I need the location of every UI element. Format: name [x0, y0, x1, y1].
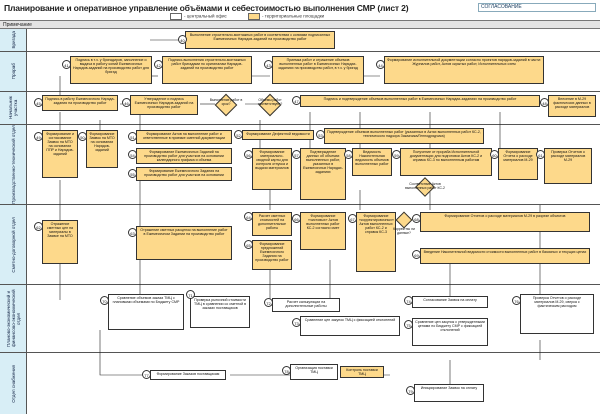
process-box: Выполнение строительно-монтажных работ в соответствии с копиями подписанных Ежемесячных Нарядов-заданий на производство работ — [185, 31, 335, 49]
process-box: Сравнение цен закупок с утвержденными ценами по Бюджету СМР с фиксацией отклонений — [412, 318, 488, 346]
step-number: 50 — [78, 132, 87, 141]
step-number: 60 — [490, 150, 499, 159]
process-box: Формирование «чистовых» Актов выполненных работ КС-2 согласно смет — [300, 212, 346, 250]
step-number: 53 — [316, 130, 325, 139]
process-box: Формирование «корректировочных» Актов выполненных работ КС-2 и справок КС-3 — [356, 212, 396, 272]
connector — [100, 330, 150, 375]
process-box: Формирование Отчета о расходе материалов М-29 — [498, 148, 538, 180]
process-box: Формирование Ежемесячного Задания на производство работ для участков на основании — [136, 167, 232, 181]
process-box: Формирование исполнительной документации согласно проектов нарядов-заданий в части: Журналов работ, Актов скрытых работ, Исполнительных схем — [384, 56, 544, 84]
decision-label: Выполнение работ в срок? — [209, 98, 243, 106]
step-number: 52 — [234, 130, 243, 139]
lane-estimates: Сметно-договорной отдел — [0, 205, 600, 285]
process-box: Инициирование Заявок на оплату — [414, 384, 484, 402]
process-box: Формирование и согласование Заявок на МТО на основании ППР и Нарядов-заданий — [42, 130, 78, 178]
step-number: 57 — [292, 150, 301, 159]
process-box: Подтверждение данных об объемах выполненных работ, указанных в Ежемесячных Нарядах-заданиях — [300, 148, 346, 200]
process-box: Проверка Отчетов о расходе материалов М-29, сверка с фактическим расходом — [520, 294, 594, 334]
process-box: Отражение сметных расценок на выполнение работ в Ежемесячном Задании на производство работ — [136, 226, 232, 260]
legend-remote: - территориальные площадки — [248, 13, 324, 20]
step-number: 40 — [178, 35, 187, 44]
step-number: 61 — [536, 150, 545, 159]
process-box: Подтверждение объемов выполненных работ (указанных в Актах выполненных работ КС-2, технического надзора Заказчика/Генподрядчика) — [324, 128, 484, 144]
process-box: Формирование Заявок на МТО на основании Нарядов-заданий — [86, 130, 118, 168]
process-box: Формирование Ежемесячных Заданий на производство работ для участков на основании календарного графика и объема — [136, 148, 232, 164]
notes-label: Примечание — [3, 22, 32, 28]
lane-brigade: Бригада — [0, 29, 600, 52]
step-number: 41 — [62, 60, 71, 69]
step-number: 45 — [34, 98, 43, 107]
lane-planning: Планово-экономический и финансово-экономический отдел — [0, 285, 600, 353]
step-number: 62 — [34, 222, 43, 231]
lane-site-chief: Начальник участка — [0, 92, 600, 125]
process-box: Сравнение цен закупок ТМЦ с фиксацией отклонений — [300, 316, 400, 336]
step-number: 78 — [282, 366, 291, 375]
process-box: Ведомость Накопительная ведомость объемов выполненных работ — [352, 148, 392, 176]
legend-central: - центральный офис — [170, 13, 227, 20]
step-number: 42 — [154, 60, 163, 69]
step-number: 76 — [512, 296, 521, 305]
decision-label: Соответствие Актов выполненных работ КС-2 — [405, 182, 445, 190]
step-number: 70 — [100, 296, 109, 305]
process-box: Организация поставки ТМЦ — [290, 364, 338, 380]
process-box: Формирование Дефектной ведомости — [242, 130, 314, 140]
process-box: Проверка Отчетов о расходе материалов М-29 — [544, 148, 592, 184]
process-box: Проверка рыночной стоимости ТМЦ в сравнении со сметной в заказах поставщиков — [190, 296, 250, 328]
process-box: Расчет сметных стоимостей на дополнительные работы — [252, 212, 292, 236]
decision-label: Объемы работ соответствуют? — [257, 98, 283, 106]
step-number: 44 — [376, 60, 385, 69]
step-number: 59 — [392, 150, 401, 159]
approval-field: СОГЛАСОВАНИЕ — [478, 3, 596, 12]
decision-label: Корректны ли данные? — [393, 227, 415, 235]
step-number: 51 — [128, 132, 137, 141]
process-box: Утверждение и подпись Ежемесячных Нарядов-заданий на производство работ — [130, 95, 198, 115]
step-number: 72 — [264, 298, 273, 307]
step-number: 73 — [292, 318, 301, 327]
step-number: 46 — [122, 98, 131, 107]
step-number: 71 — [186, 290, 195, 299]
process-box: Согласование Заявок на оплату — [412, 296, 488, 308]
step-number: 56 — [244, 150, 253, 159]
lane-pto: Производственно-технический отдел — [0, 125, 600, 205]
step-number: 77 — [142, 370, 151, 379]
process-box: Подпись и подтверждение объемов выполненных работ в Ежемесячных Нарядах-заданиях на производство работ — [300, 95, 540, 107]
step-number: 67 — [348, 214, 357, 223]
process-box: Внесение в М-29 фактических данных в расходе материалов — [548, 95, 596, 117]
step-number: 74 — [404, 296, 413, 305]
step-number: 65 — [244, 240, 253, 249]
lane-supply: Отдел снабжения — [0, 353, 600, 414]
step-number: 48 — [540, 98, 549, 107]
step-number: 69 — [412, 250, 421, 259]
step-number: 43 — [264, 60, 273, 69]
process-box: Сравнение объемов заказа ТМЦ с плановыми объемами по Бюджету СМР — [108, 294, 184, 330]
process-box: Подпись выполнения строительно-монтажных работ бригадами по оригиналам Нарядов-заданий на производство работ — [162, 56, 252, 84]
process-box: Контроль поставки ТМЦ — [340, 366, 384, 378]
process-box: Формирование Заказов поставщикам — [150, 370, 226, 380]
step-number: 58 — [344, 150, 353, 159]
process-box: Формирование Отчетов о расходе материалов М-29 в разрезе объектов — [420, 212, 590, 232]
step-number: 47 — [292, 96, 301, 105]
process-box: Подпись в работу Ежемесячного Наряда-задания на производство работ — [42, 95, 118, 111]
process-box: Расчет калькуляции на дополнительные работы — [272, 298, 340, 312]
step-number: 55 — [128, 169, 137, 178]
step-number: 49 — [34, 132, 43, 141]
step-number: 79 — [406, 386, 415, 395]
step-number: 68 — [412, 214, 421, 223]
process-box: Отражение сметных цен на материалы в Заявке на МТО — [42, 220, 78, 264]
step-number: 75 — [404, 320, 413, 329]
page-title: Планирование и оперативное управление объёмами и себестоимостью выполнения СМР (лист 2) — [4, 3, 409, 13]
step-number: 63 — [128, 228, 137, 237]
process-box: Формирование предложений Ежемесячного Задания на производство работ — [252, 240, 292, 270]
process-box: Получение от прораба Исполнительной документации для подготовки Актов КС-2 и справок КС-3 по выполненным работам — [400, 148, 492, 176]
process-box: Подпись в т.ч. у бригадиров, заполнение и выдача в работу копий Ежемесячных Нарядов-заданий на производство работ для бригад — [70, 56, 152, 84]
step-number: 66 — [292, 214, 301, 223]
process-box: Формирование Актов на выполнение работ и ответственные в приемке сметной документации — [136, 130, 232, 144]
step-number: 64 — [244, 212, 253, 221]
process-box: Приемка работ и отражение объемов выполненных работ в Ежемесячных Нарядах-заданиях на производство работ, в т.ч. у бригад — [272, 56, 364, 84]
step-number: 54 — [128, 150, 137, 159]
process-box: Формирование материально-сводной карты для контроля отпуска и выдачи материалов — [252, 148, 292, 190]
lane-foreman: Прораб — [0, 52, 600, 92]
process-box: Введение Накопительной ведомости стоимости выполненных работ в базисных и текущих ценах — [420, 248, 590, 264]
